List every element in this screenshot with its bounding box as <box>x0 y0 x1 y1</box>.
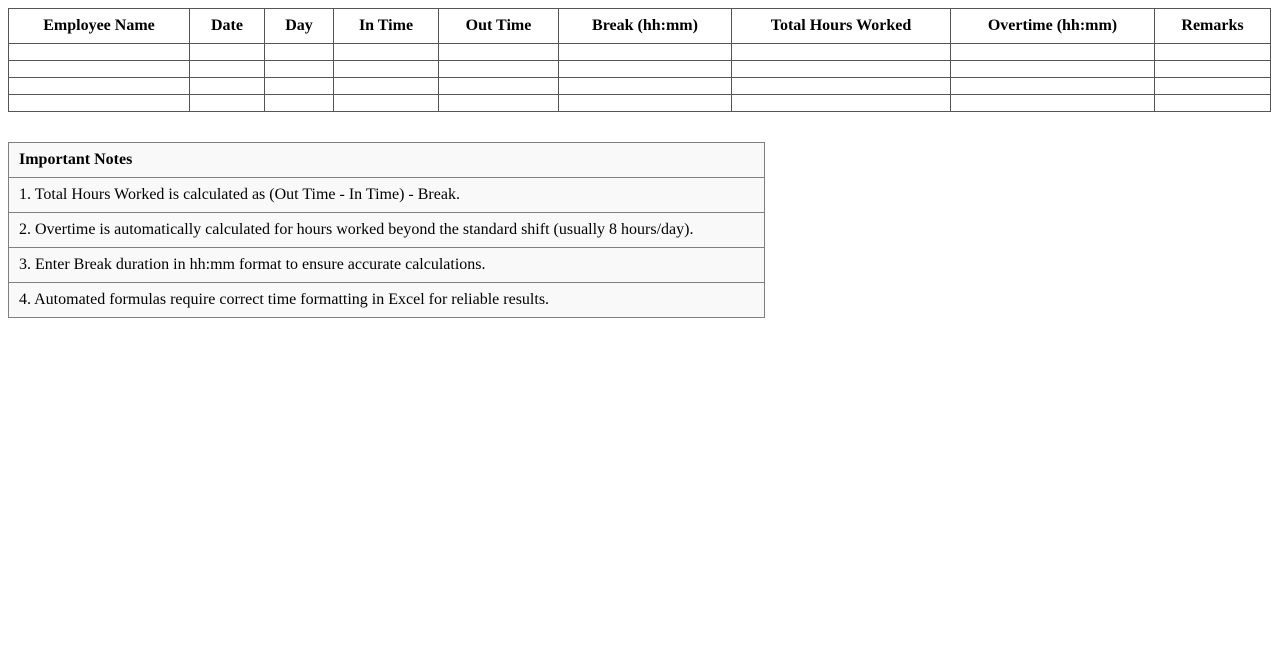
cell-day[interactable] <box>265 61 334 78</box>
note-row <box>9 248 765 283</box>
cell-employee-name[interactable] <box>9 95 190 112</box>
notes-title-row <box>9 143 765 178</box>
header-out-time: Out Time <box>439 9 559 44</box>
cell-employee-name[interactable] <box>9 78 190 95</box>
header-day: Day <box>265 9 334 44</box>
cell-out-time[interactable] <box>439 78 559 95</box>
cell-break[interactable] <box>559 44 732 61</box>
cell-day[interactable] <box>265 44 334 61</box>
cell-in-time[interactable] <box>334 61 439 78</box>
notes-title: Important Notes <box>9 143 765 178</box>
cell-out-time[interactable] <box>439 95 559 112</box>
header-employee-name: Employee Name <box>9 9 190 44</box>
cell-in-time[interactable] <box>334 44 439 61</box>
note-row <box>9 283 765 318</box>
header-date: Date <box>190 9 265 44</box>
header-remarks: Remarks <box>1155 9 1271 44</box>
note-row <box>9 178 765 213</box>
cell-total-hours[interactable] <box>732 78 951 95</box>
cell-break[interactable] <box>559 95 732 112</box>
cell-date[interactable] <box>190 44 265 61</box>
cell-remarks[interactable] <box>1155 95 1271 112</box>
cell-date[interactable] <box>190 95 265 112</box>
header-total-hours: Total Hours Worked <box>732 9 951 44</box>
cell-date[interactable] <box>190 61 265 78</box>
header-row <box>9 9 1271 44</box>
cell-date[interactable] <box>190 78 265 95</box>
table-row <box>9 95 1271 112</box>
cell-remarks[interactable] <box>1155 61 1271 78</box>
cell-day[interactable] <box>265 78 334 95</box>
important-notes-table <box>8 142 765 318</box>
cell-out-time[interactable] <box>439 44 559 61</box>
cell-break[interactable] <box>559 78 732 95</box>
table-row <box>9 78 1271 95</box>
cell-remarks[interactable] <box>1155 78 1271 95</box>
cell-break[interactable] <box>559 61 732 78</box>
cell-overtime[interactable] <box>951 95 1155 112</box>
cell-day[interactable] <box>265 95 334 112</box>
header-break: Break (hh:mm) <box>559 9 732 44</box>
note-row <box>9 213 765 248</box>
cell-remarks[interactable] <box>1155 44 1271 61</box>
note-item: 4. Automated formulas require correct time formatting in Excel for reliable results. <box>9 283 765 318</box>
cell-total-hours[interactable] <box>732 61 951 78</box>
table-row <box>9 44 1271 61</box>
cell-in-time[interactable] <box>334 95 439 112</box>
note-item: 3. Enter Break duration in hh:mm format to ensure accurate calculations. <box>9 248 765 283</box>
cell-overtime[interactable] <box>951 44 1155 61</box>
cell-employee-name[interactable] <box>9 61 190 78</box>
note-item: 2. Overtime is automatically calculated for hours worked beyond the standard shift (usually 8 hours/day). <box>9 213 765 248</box>
header-in-time: In Time <box>334 9 439 44</box>
note-item: 1. Total Hours Worked is calculated as (Out Time - In Time) - Break. <box>9 178 765 213</box>
cell-in-time[interactable] <box>334 78 439 95</box>
cell-overtime[interactable] <box>951 78 1155 95</box>
timesheet-table <box>8 8 1271 112</box>
cell-total-hours[interactable] <box>732 44 951 61</box>
cell-employee-name[interactable] <box>9 44 190 61</box>
cell-total-hours[interactable] <box>732 95 951 112</box>
header-overtime: Overtime (hh:mm) <box>951 9 1155 44</box>
cell-out-time[interactable] <box>439 61 559 78</box>
cell-overtime[interactable] <box>951 61 1155 78</box>
table-row <box>9 61 1271 78</box>
